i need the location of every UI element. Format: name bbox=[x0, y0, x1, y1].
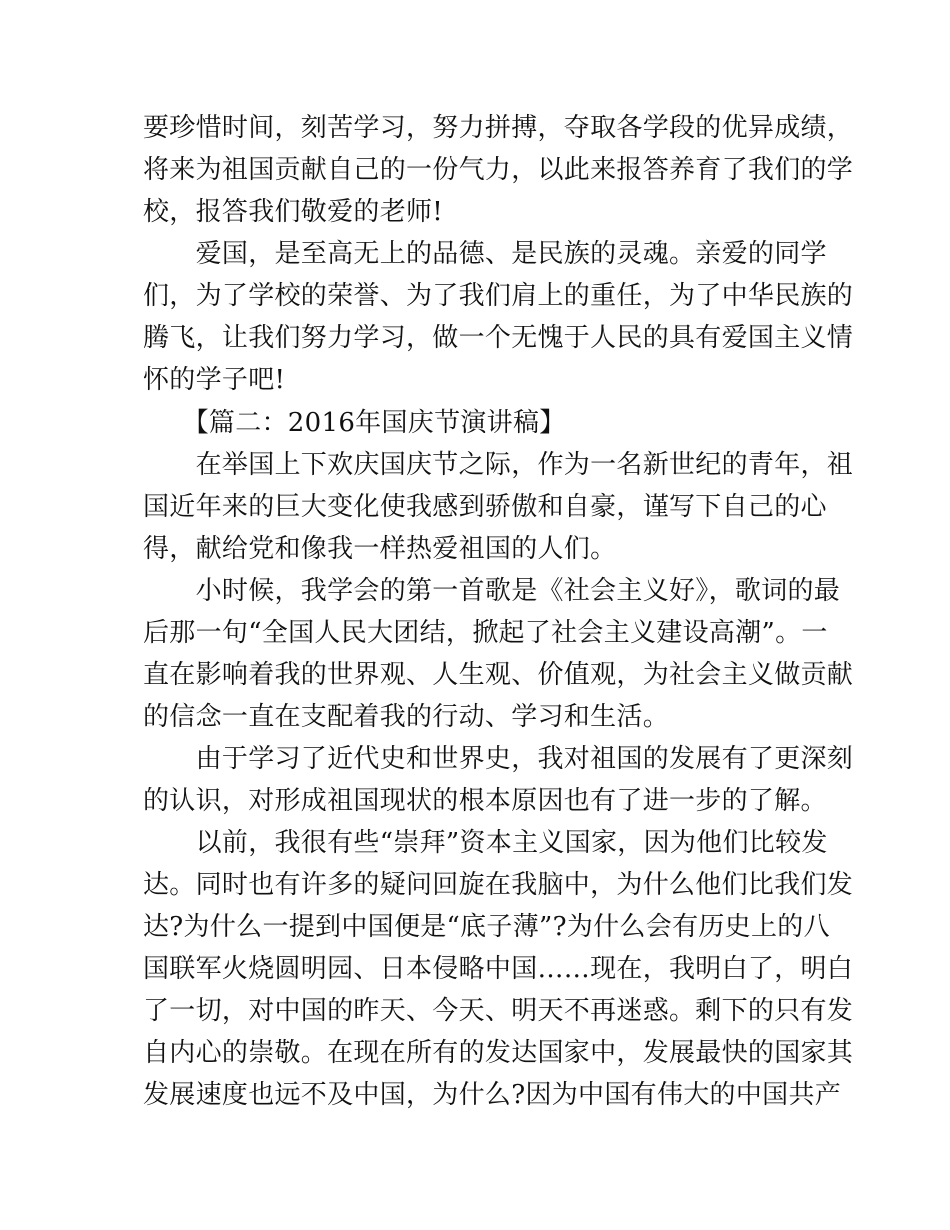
text-line: 达?为什么一提到中国便是“底子薄”?为什么会有历史上的八 bbox=[143, 912, 830, 942]
text-line: 校，报答我们敬爱的老师! bbox=[143, 197, 444, 227]
text-line: 将来为祖国贡献自己的一份气力，以此来报答养育了我们的学 bbox=[143, 155, 854, 185]
text-line: 后那一句“全国人民大团结，掀起了社会主义建设高潮”。一 bbox=[143, 618, 828, 648]
text-line: 国联军火烧圆明园、日本侵略中国……现在，我明白了，明白 bbox=[143, 954, 854, 984]
text-line: 由于学习了近代史和世界史，我对祖国的发展有了更深刻 bbox=[143, 744, 854, 774]
text-line: 以前，我很有些“崇拜”资本主义国家，因为他们比较发 bbox=[143, 828, 828, 858]
text-line: 们，为了学校的荣誉、为了我们肩上的重任，为了中华民族的 bbox=[143, 281, 854, 311]
text-line: 的信念一直在支配着我的行动、学习和生活。 bbox=[143, 702, 670, 732]
text-line: 腾飞，让我们努力学习，做一个无愧于人民的具有爱国主义情 bbox=[143, 323, 854, 353]
text-line: 发展速度也远不及中国，为什么?因为中国有伟大的中国共产 bbox=[143, 1080, 842, 1110]
text-line: 爱国，是至高无上的品德、是民族的灵魂。亲爱的同学 bbox=[143, 239, 827, 269]
text-line: 国近年来的巨大变化使我感到骄傲和自豪，谨写下自己的心 bbox=[143, 492, 827, 522]
text-line: 了一切，对中国的昨天、今天、明天不再迷惑。剩下的只有发 bbox=[143, 996, 854, 1026]
text-line: 达。同时也有许多的疑问回旋在我脑中，为什么他们比我们发 bbox=[143, 870, 854, 900]
section-heading: 【篇二：2016年国庆节演讲稿】 bbox=[143, 408, 566, 438]
text-line: 要珍惜时间，刻苦学习，努力拼搏，夺取各学段的优异成绩， bbox=[143, 113, 854, 143]
text-line: 小时候，我学会的第一首歌是《社会主义好》，歌词的最 bbox=[143, 576, 841, 606]
text-line: 的认识，对形成祖国现状的根本原因也有了进一步的了解。 bbox=[143, 786, 827, 816]
text-line: 得，献给党和像我一样热爱祖国的人们。 bbox=[143, 534, 617, 564]
text-line: 直在影响着我的世界观、人生观、价值观，为社会主义做贡献 bbox=[143, 660, 854, 690]
text-line: 在举国上下欢庆国庆节之际，作为一名新世纪的青年，祖 bbox=[143, 450, 854, 480]
text-line: 怀的学子吧! bbox=[143, 365, 286, 395]
text-line: 自内心的崇敬。在现在所有的发达国家中，发展最快的国家其 bbox=[143, 1038, 854, 1068]
